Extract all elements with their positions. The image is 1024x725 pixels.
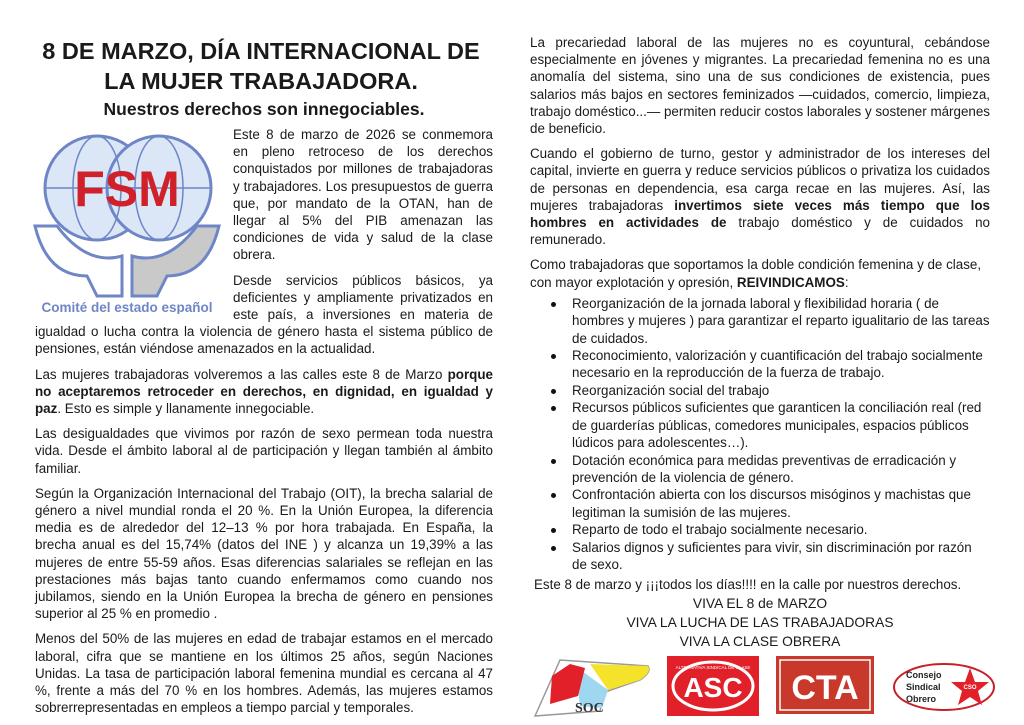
text: Las mujeres trabajadoras volveremos a las calles este 8 de Marzo (35, 366, 448, 382)
fsm-logo-caption: Comité del estado español (41, 300, 213, 314)
fsm-logo-text: FSM (74, 161, 180, 217)
text: Como trabajadoras que soportamos la doble condición femenina y de clase, con mayor explotación y opresión, (530, 257, 982, 290)
text: . Esto es simple y llanamente innegociable. (57, 401, 315, 417)
soc-logo-text: SOC (575, 701, 604, 716)
page-title (29, 36, 493, 96)
paragraph: Desde servicios públicos básicos, ya deficientes y ampliamente privatizados en este país, a inversiones en materia de igualdad o lucha contra la violencia de género hasta el sistema público de pensiones, están viéndose amenazados en la actualidad. (35, 272, 493, 357)
title-line-1: 8 DE MARZO, DÍA INTERNACIONAL DE (42, 38, 480, 64)
cta-logo-text: CTA (791, 669, 859, 707)
bold-text: porque no aceptaremos retroceder en derechos, en dignidad, en igualdad y paz (35, 366, 493, 417)
viva-line: VIVA LA CLASE OBRERA (679, 633, 841, 649)
soc-logo (530, 656, 655, 720)
cso-logo (892, 662, 996, 712)
paragraph: Este 8 de marzo de 2026 se conmemora en pleno retroceso de los derechos conquistados por millones de trabajadoras y trabajadores. Los presupuestos de guerra que, por mandato de la OTAN, han de llegar al 5% del PIB amenazan las condiciones de vida y salud de la clase obrera. (233, 127, 493, 263)
text: Cuando el gobierno de turno, gestor y administrador de los intereses del capital, invierte en guerra y reduce servicios públicos o privatiza los cuidados de personas en dependencia, esa carga recae en las mujeres. Así, las mujeres trabajadoras (530, 146, 990, 213)
paragraph (530, 145, 990, 248)
text: trabajo doméstico y de cuidados no remunerado. (530, 215, 990, 248)
list-item: Confrontación abierta con los discursos misóginos y machistas que legitiman la sumisión de las mujeres. (572, 486, 990, 521)
asc-ring-text: ALTERNATIVA SINDICAL DE CLASE (675, 665, 751, 670)
cso-line: Sindical (906, 682, 941, 692)
list-item: Reparto de todo el trabajo socialmente necesario. (572, 521, 990, 538)
union-logos (530, 656, 1000, 720)
list-item: Reorganización de la jornada laboral y flexibilidad horaria ( de hombres y mujeres ) para garantizar el reparto igualitario de las tareas de cuidados. (572, 295, 990, 346)
cso-line: Obrero (906, 694, 937, 704)
bold-text: invertimos siete veces más tiempo que los hombres en actividades de (530, 197, 990, 231)
paragraph: Según la Organización Internacional del Trabajo (OIT), la brecha salarial de género a nivel mundial ronda el 20 %. En la Unión Europea, la diferencia media es de alrededor del 12–13 % por hora trabajada. En España, la brecha anual es del 15,74% (datos del INE ) y alcanza un 19,39% a las mujeres de entre 55-59 años. Esas diferencias salariales se reflejan en las prestaciones más bajas tanto cuando enfermamos como cuando nos jubilamos, siendo en la Unión Europea la brecha de género en pensiones superior al 25 % en promedio . (35, 485, 493, 622)
cso-line: Consejo (906, 670, 942, 680)
left-column (35, 0, 493, 725)
cta-logo (776, 656, 874, 714)
demands-list (530, 295, 990, 574)
closing-line: Este 8 de marzo y ¡¡¡todos los días!!!! en la calle por nuestros derechos. (534, 577, 962, 593)
list-item: Reorganización social del trabajo (572, 382, 990, 399)
fsm-logo (27, 126, 227, 314)
text: : (844, 274, 849, 290)
paragraph (530, 256, 990, 290)
viva-line: VIVA EL 8 de MARZO (692, 595, 828, 611)
paragraph (35, 366, 493, 418)
list-item: Recursos públicos suficientes que garanticen la conciliación real (red de guarderías públicas, comedores municipales, espacios públicos lúdicos para adolescentes…). (572, 399, 990, 451)
paragraph: La precariedad laboral de las mujeres no es coyuntural, cebándose especialmente en jóvenes y migrantes. La precariedad femenina no es una anomalía del sistema, sino una de sus condiciones de existencia, pues salarios más bajos en sectores feminizados —cuidados, comercio, limpieza, trabajo doméstico...— permiten reducir costos laborales y sostener márgenes de beneficio. (530, 35, 990, 137)
asc-logo-text: ASC (683, 672, 743, 703)
asc-logo (667, 656, 759, 716)
title-line-2: LA MUJER TRABAJADORA. (104, 68, 418, 94)
subtitle: Nuestros derechos son innegociables. (103, 99, 425, 119)
paragraph: Menos del 50% de las mujeres en edad de trabajar estamos en el mercado laboral, cifra que se mantiene en los últimos 25 años, según Naciones Unidas. La tasa de participación laboral femenina mundial es cercana al 47 %, frente a más del 70 % en los hombres. Además, las mujeres estamos sobrerrepresentadas en empleos a tiempo parcial y temporales. (35, 631, 493, 716)
list-item: Dotación económica para medidas preventivas de erradicación y prevención de la violencia de género. (572, 452, 990, 487)
bold-text: REIVINDICAMOS (736, 274, 845, 290)
list-item: Reconocimiento, valorización y cuantificación del trabajo socialmente necesario en la reproducción de la fuerza de trabajo. (572, 347, 990, 382)
right-column (530, 34, 990, 651)
cso-star-text: CSO (963, 685, 977, 691)
viva-line: VIVA LA LUCHA DE LAS TRABAJADORAS (626, 614, 894, 630)
paragraph: Las desigualdades que vivimos por razón de sexo permean toda nuestra vida. Desde el ámbito laboral al de participación y llegan también al ámbito familiar. (35, 426, 493, 476)
list-item: Salarios dignos y suficientes para vivir, sin discriminación por razón de sexo. (572, 539, 990, 574)
